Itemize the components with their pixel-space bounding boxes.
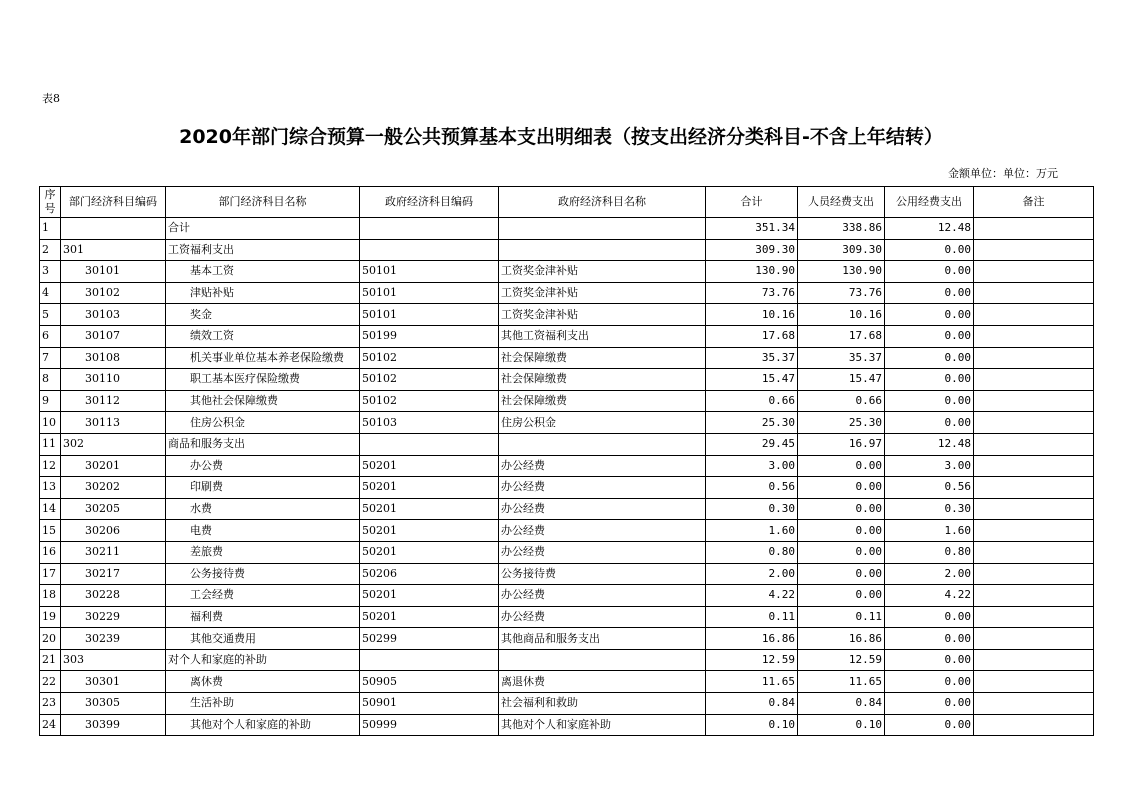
header-gov-code: 政府经济科目编码	[360, 187, 499, 218]
cell-total: 25.30	[706, 412, 798, 434]
cell-total: 0.80	[706, 541, 798, 563]
cell-public: 0.00	[885, 304, 974, 326]
cell-public: 0.00	[885, 239, 974, 261]
cell-gov-name	[499, 218, 706, 240]
cell-note	[974, 520, 1094, 542]
table-row	[40, 455, 1094, 477]
cell-seq: 20	[40, 628, 61, 650]
cell-total: 29.45	[706, 433, 798, 455]
cell-seq: 1	[40, 218, 61, 240]
cell-gov-name: 工资奖金津补贴	[499, 261, 706, 283]
cell-public: 12.48	[885, 433, 974, 455]
cell-seq: 22	[40, 671, 61, 693]
cell-total: 351.34	[706, 218, 798, 240]
cell-personnel: 0.00	[798, 541, 885, 563]
cell-note	[974, 563, 1094, 585]
cell-gov-name: 社会福利和救助	[499, 693, 706, 715]
cell-total: 11.65	[706, 671, 798, 693]
table-row	[40, 261, 1094, 283]
cell-public: 0.00	[885, 671, 974, 693]
cell-personnel: 10.16	[798, 304, 885, 326]
cell-dept-name: 合计	[166, 218, 360, 240]
cell-seq: 9	[40, 390, 61, 412]
cell-public: 0.00	[885, 649, 974, 671]
cell-total: 0.10	[706, 714, 798, 736]
cell-dept-code: 30228	[61, 585, 166, 607]
cell-total: 0.84	[706, 693, 798, 715]
cell-note	[974, 390, 1094, 412]
cell-gov-name: 办公经费	[499, 606, 706, 628]
header-gov-name: 政府经济科目名称	[499, 187, 706, 218]
cell-dept-code: 30110	[61, 369, 166, 391]
cell-dept-code: 30206	[61, 520, 166, 542]
cell-note	[974, 282, 1094, 304]
cell-dept-code: 30107	[61, 325, 166, 347]
cell-dept-code: 303	[61, 649, 166, 671]
cell-gov-name: 社会保障缴费	[499, 369, 706, 391]
table-row	[40, 628, 1094, 650]
cell-dept-code: 30108	[61, 347, 166, 369]
cell-total: 10.16	[706, 304, 798, 326]
cell-gov-code	[360, 433, 499, 455]
cell-gov-name: 工资奖金津补贴	[499, 304, 706, 326]
cell-dept-name: 工资福利支出	[166, 239, 360, 261]
cell-gov-name: 办公经费	[499, 455, 706, 477]
cell-public: 3.00	[885, 455, 974, 477]
page-title: 2020年部门综合预算一般公共预算基本支出明细表（按支出经济分类科目-不含上年结转）	[179, 126, 943, 148]
cell-note	[974, 304, 1094, 326]
cell-gov-name: 社会保障缴费	[499, 347, 706, 369]
cell-public: 0.00	[885, 390, 974, 412]
cell-gov-name: 公务接待费	[499, 563, 706, 585]
cell-seq: 10	[40, 412, 61, 434]
cell-dept-code: 302	[61, 433, 166, 455]
table-row	[40, 714, 1094, 736]
cell-dept-name: 生活补助	[166, 693, 360, 715]
cell-personnel: 338.86	[798, 218, 885, 240]
cell-gov-name: 办公经费	[499, 585, 706, 607]
cell-seq: 15	[40, 520, 61, 542]
table-row	[40, 282, 1094, 304]
cell-total: 309.30	[706, 239, 798, 261]
cell-public: 1.60	[885, 520, 974, 542]
cell-gov-code: 50101	[360, 304, 499, 326]
cell-personnel: 16.97	[798, 433, 885, 455]
cell-public: 0.00	[885, 714, 974, 736]
cell-dept-code: 30301	[61, 671, 166, 693]
cell-gov-code	[360, 218, 499, 240]
cell-dept-name: 水费	[166, 498, 360, 520]
cell-personnel: 309.30	[798, 239, 885, 261]
table-row	[40, 412, 1094, 434]
cell-dept-name: 住房公积金	[166, 412, 360, 434]
table-body	[40, 218, 1094, 736]
header-dept-name: 部门经济科目名称	[166, 187, 360, 218]
cell-dept-code: 30102	[61, 282, 166, 304]
cell-public: 0.80	[885, 541, 974, 563]
cell-personnel: 0.84	[798, 693, 885, 715]
header-total: 合计	[706, 187, 798, 218]
header-row	[40, 187, 1094, 218]
cell-total: 0.56	[706, 477, 798, 499]
cell-public: 0.00	[885, 325, 974, 347]
cell-gov-code: 50201	[360, 498, 499, 520]
cell-gov-code: 50299	[360, 628, 499, 650]
cell-dept-name: 机关事业单位基本养老保险缴费	[166, 347, 360, 369]
table-row	[40, 477, 1094, 499]
cell-seq: 17	[40, 563, 61, 585]
cell-gov-name: 住房公积金	[499, 412, 706, 434]
cell-dept-name: 奖金	[166, 304, 360, 326]
cell-total: 1.60	[706, 520, 798, 542]
cell-public: 0.00	[885, 412, 974, 434]
cell-note	[974, 261, 1094, 283]
table-row	[40, 347, 1094, 369]
header-seq: 序号	[40, 187, 61, 218]
cell-gov-code: 50201	[360, 477, 499, 499]
cell-gov-code: 50201	[360, 541, 499, 563]
cell-dept-name: 商品和服务支出	[166, 433, 360, 455]
table-row	[40, 693, 1094, 715]
table-number: 表8	[42, 92, 60, 105]
cell-dept-name: 差旅费	[166, 541, 360, 563]
cell-note	[974, 585, 1094, 607]
cell-total: 73.76	[706, 282, 798, 304]
cell-total: 2.00	[706, 563, 798, 585]
cell-note	[974, 606, 1094, 628]
cell-personnel: 16.86	[798, 628, 885, 650]
table-row	[40, 498, 1094, 520]
cell-dept-code: 30217	[61, 563, 166, 585]
cell-personnel: 11.65	[798, 671, 885, 693]
cell-personnel: 130.90	[798, 261, 885, 283]
cell-total: 0.11	[706, 606, 798, 628]
cell-seq: 18	[40, 585, 61, 607]
cell-note	[974, 325, 1094, 347]
table-row	[40, 304, 1094, 326]
cell-gov-code: 50201	[360, 520, 499, 542]
cell-dept-code: 30205	[61, 498, 166, 520]
cell-dept-code: 301	[61, 239, 166, 261]
cell-personnel: 0.00	[798, 563, 885, 585]
table-row	[40, 671, 1094, 693]
cell-seq: 24	[40, 714, 61, 736]
cell-personnel: 35.37	[798, 347, 885, 369]
cell-dept-name: 基本工资	[166, 261, 360, 283]
cell-personnel: 0.00	[798, 477, 885, 499]
cell-public: 12.48	[885, 218, 974, 240]
cell-total: 130.90	[706, 261, 798, 283]
cell-dept-code: 30101	[61, 261, 166, 283]
cell-note	[974, 714, 1094, 736]
cell-dept-name: 其他对个人和家庭的补助	[166, 714, 360, 736]
cell-gov-code: 50905	[360, 671, 499, 693]
cell-note	[974, 239, 1094, 261]
cell-note	[974, 498, 1094, 520]
header-dept-code: 部门经济科目编码	[61, 187, 166, 218]
cell-seq: 6	[40, 325, 61, 347]
cell-note	[974, 347, 1094, 369]
table-row	[40, 585, 1094, 607]
cell-personnel: 15.47	[798, 369, 885, 391]
cell-dept-code: 30103	[61, 304, 166, 326]
cell-gov-code: 50102	[360, 369, 499, 391]
cell-personnel: 0.11	[798, 606, 885, 628]
cell-public: 0.00	[885, 347, 974, 369]
cell-dept-code: 30113	[61, 412, 166, 434]
cell-seq: 7	[40, 347, 61, 369]
cell-dept-name: 印刷费	[166, 477, 360, 499]
cell-note	[974, 628, 1094, 650]
cell-total: 16.86	[706, 628, 798, 650]
table-row	[40, 649, 1094, 671]
cell-gov-name	[499, 433, 706, 455]
cell-personnel: 0.10	[798, 714, 885, 736]
cell-dept-code: 30305	[61, 693, 166, 715]
cell-dept-name: 绩效工资	[166, 325, 360, 347]
cell-seq: 21	[40, 649, 61, 671]
cell-gov-name: 办公经费	[499, 477, 706, 499]
cell-gov-name: 办公经费	[499, 498, 706, 520]
cell-public: 2.00	[885, 563, 974, 585]
cell-gov-code: 50199	[360, 325, 499, 347]
cell-gov-code	[360, 649, 499, 671]
table-row	[40, 390, 1094, 412]
cell-seq: 8	[40, 369, 61, 391]
cell-gov-name: 其他商品和服务支出	[499, 628, 706, 650]
cell-dept-name: 办公费	[166, 455, 360, 477]
cell-personnel: 0.66	[798, 390, 885, 412]
cell-personnel: 25.30	[798, 412, 885, 434]
cell-dept-code	[61, 218, 166, 240]
cell-personnel: 0.00	[798, 585, 885, 607]
cell-dept-code: 30202	[61, 477, 166, 499]
table-row	[40, 325, 1094, 347]
cell-dept-code: 30112	[61, 390, 166, 412]
cell-gov-code: 50102	[360, 347, 499, 369]
table-row	[40, 218, 1094, 240]
cell-note	[974, 433, 1094, 455]
cell-gov-code: 50201	[360, 585, 499, 607]
cell-gov-name: 办公经费	[499, 541, 706, 563]
cell-note	[974, 649, 1094, 671]
cell-public: 0.00	[885, 261, 974, 283]
header-personnel: 人员经费支出	[798, 187, 885, 218]
cell-gov-code: 50999	[360, 714, 499, 736]
cell-gov-code: 50101	[360, 282, 499, 304]
cell-dept-code: 30229	[61, 606, 166, 628]
cell-dept-code: 30239	[61, 628, 166, 650]
cell-public: 0.00	[885, 628, 974, 650]
cell-note	[974, 412, 1094, 434]
cell-total: 15.47	[706, 369, 798, 391]
table-row	[40, 541, 1094, 563]
cell-seq: 3	[40, 261, 61, 283]
cell-dept-name: 其他交通费用	[166, 628, 360, 650]
cell-dept-name: 福利费	[166, 606, 360, 628]
cell-public: 0.30	[885, 498, 974, 520]
cell-personnel: 0.00	[798, 520, 885, 542]
cell-dept-name: 其他社会保障缴费	[166, 390, 360, 412]
cell-total: 3.00	[706, 455, 798, 477]
cell-public: 4.22	[885, 585, 974, 607]
cell-gov-code: 50201	[360, 455, 499, 477]
table-row	[40, 520, 1094, 542]
cell-public: 0.00	[885, 369, 974, 391]
cell-dept-code: 30201	[61, 455, 166, 477]
cell-public: 0.56	[885, 477, 974, 499]
cell-note	[974, 693, 1094, 715]
cell-total: 12.59	[706, 649, 798, 671]
cell-note	[974, 218, 1094, 240]
cell-personnel: 0.00	[798, 455, 885, 477]
header-public: 公用经费支出	[885, 187, 974, 218]
table-row	[40, 369, 1094, 391]
cell-gov-name: 社会保障缴费	[499, 390, 706, 412]
cell-total: 35.37	[706, 347, 798, 369]
cell-gov-code: 50201	[360, 606, 499, 628]
cell-note	[974, 369, 1094, 391]
cell-seq: 19	[40, 606, 61, 628]
cell-gov-code: 50101	[360, 261, 499, 283]
cell-personnel: 17.68	[798, 325, 885, 347]
cell-note	[974, 671, 1094, 693]
cell-dept-name: 津贴补贴	[166, 282, 360, 304]
cell-personnel: 12.59	[798, 649, 885, 671]
table-row	[40, 563, 1094, 585]
cell-dept-name: 工会经费	[166, 585, 360, 607]
cell-note	[974, 455, 1094, 477]
cell-dept-code: 30211	[61, 541, 166, 563]
cell-dept-code: 30399	[61, 714, 166, 736]
cell-dept-name: 公务接待费	[166, 563, 360, 585]
cell-dept-name: 对个人和家庭的补助	[166, 649, 360, 671]
cell-seq: 23	[40, 693, 61, 715]
cell-dept-name: 电费	[166, 520, 360, 542]
cell-seq: 12	[40, 455, 61, 477]
cell-gov-name: 工资奖金津补贴	[499, 282, 706, 304]
cell-note	[974, 477, 1094, 499]
cell-seq: 14	[40, 498, 61, 520]
cell-public: 0.00	[885, 282, 974, 304]
cell-gov-code: 50206	[360, 563, 499, 585]
cell-gov-name	[499, 239, 706, 261]
cell-seq: 13	[40, 477, 61, 499]
cell-dept-name: 离休费	[166, 671, 360, 693]
cell-seq: 4	[40, 282, 61, 304]
cell-gov-code: 50901	[360, 693, 499, 715]
cell-total: 4.22	[706, 585, 798, 607]
cell-gov-name	[499, 649, 706, 671]
cell-total: 0.30	[706, 498, 798, 520]
cell-public: 0.00	[885, 606, 974, 628]
cell-seq: 5	[40, 304, 61, 326]
cell-total: 17.68	[706, 325, 798, 347]
cell-gov-code	[360, 239, 499, 261]
cell-personnel: 73.76	[798, 282, 885, 304]
cell-dept-name: 职工基本医疗保险缴费	[166, 369, 360, 391]
cell-seq: 16	[40, 541, 61, 563]
cell-note	[974, 541, 1094, 563]
cell-public: 0.00	[885, 693, 974, 715]
cell-gov-code: 50103	[360, 412, 499, 434]
cell-gov-name: 离退休费	[499, 671, 706, 693]
cell-gov-name: 办公经费	[499, 520, 706, 542]
table-row	[40, 433, 1094, 455]
amount-unit: 金额单位：单位：万元	[948, 167, 1058, 180]
cell-seq: 2	[40, 239, 61, 261]
cell-gov-name: 其他对个人和家庭补助	[499, 714, 706, 736]
header-note: 备注	[974, 187, 1094, 218]
table-row	[40, 239, 1094, 261]
cell-personnel: 0.00	[798, 498, 885, 520]
cell-seq: 11	[40, 433, 61, 455]
cell-gov-code: 50102	[360, 390, 499, 412]
cell-total: 0.66	[706, 390, 798, 412]
budget-table	[39, 186, 1094, 736]
cell-gov-name: 其他工资福利支出	[499, 325, 706, 347]
table-row	[40, 606, 1094, 628]
